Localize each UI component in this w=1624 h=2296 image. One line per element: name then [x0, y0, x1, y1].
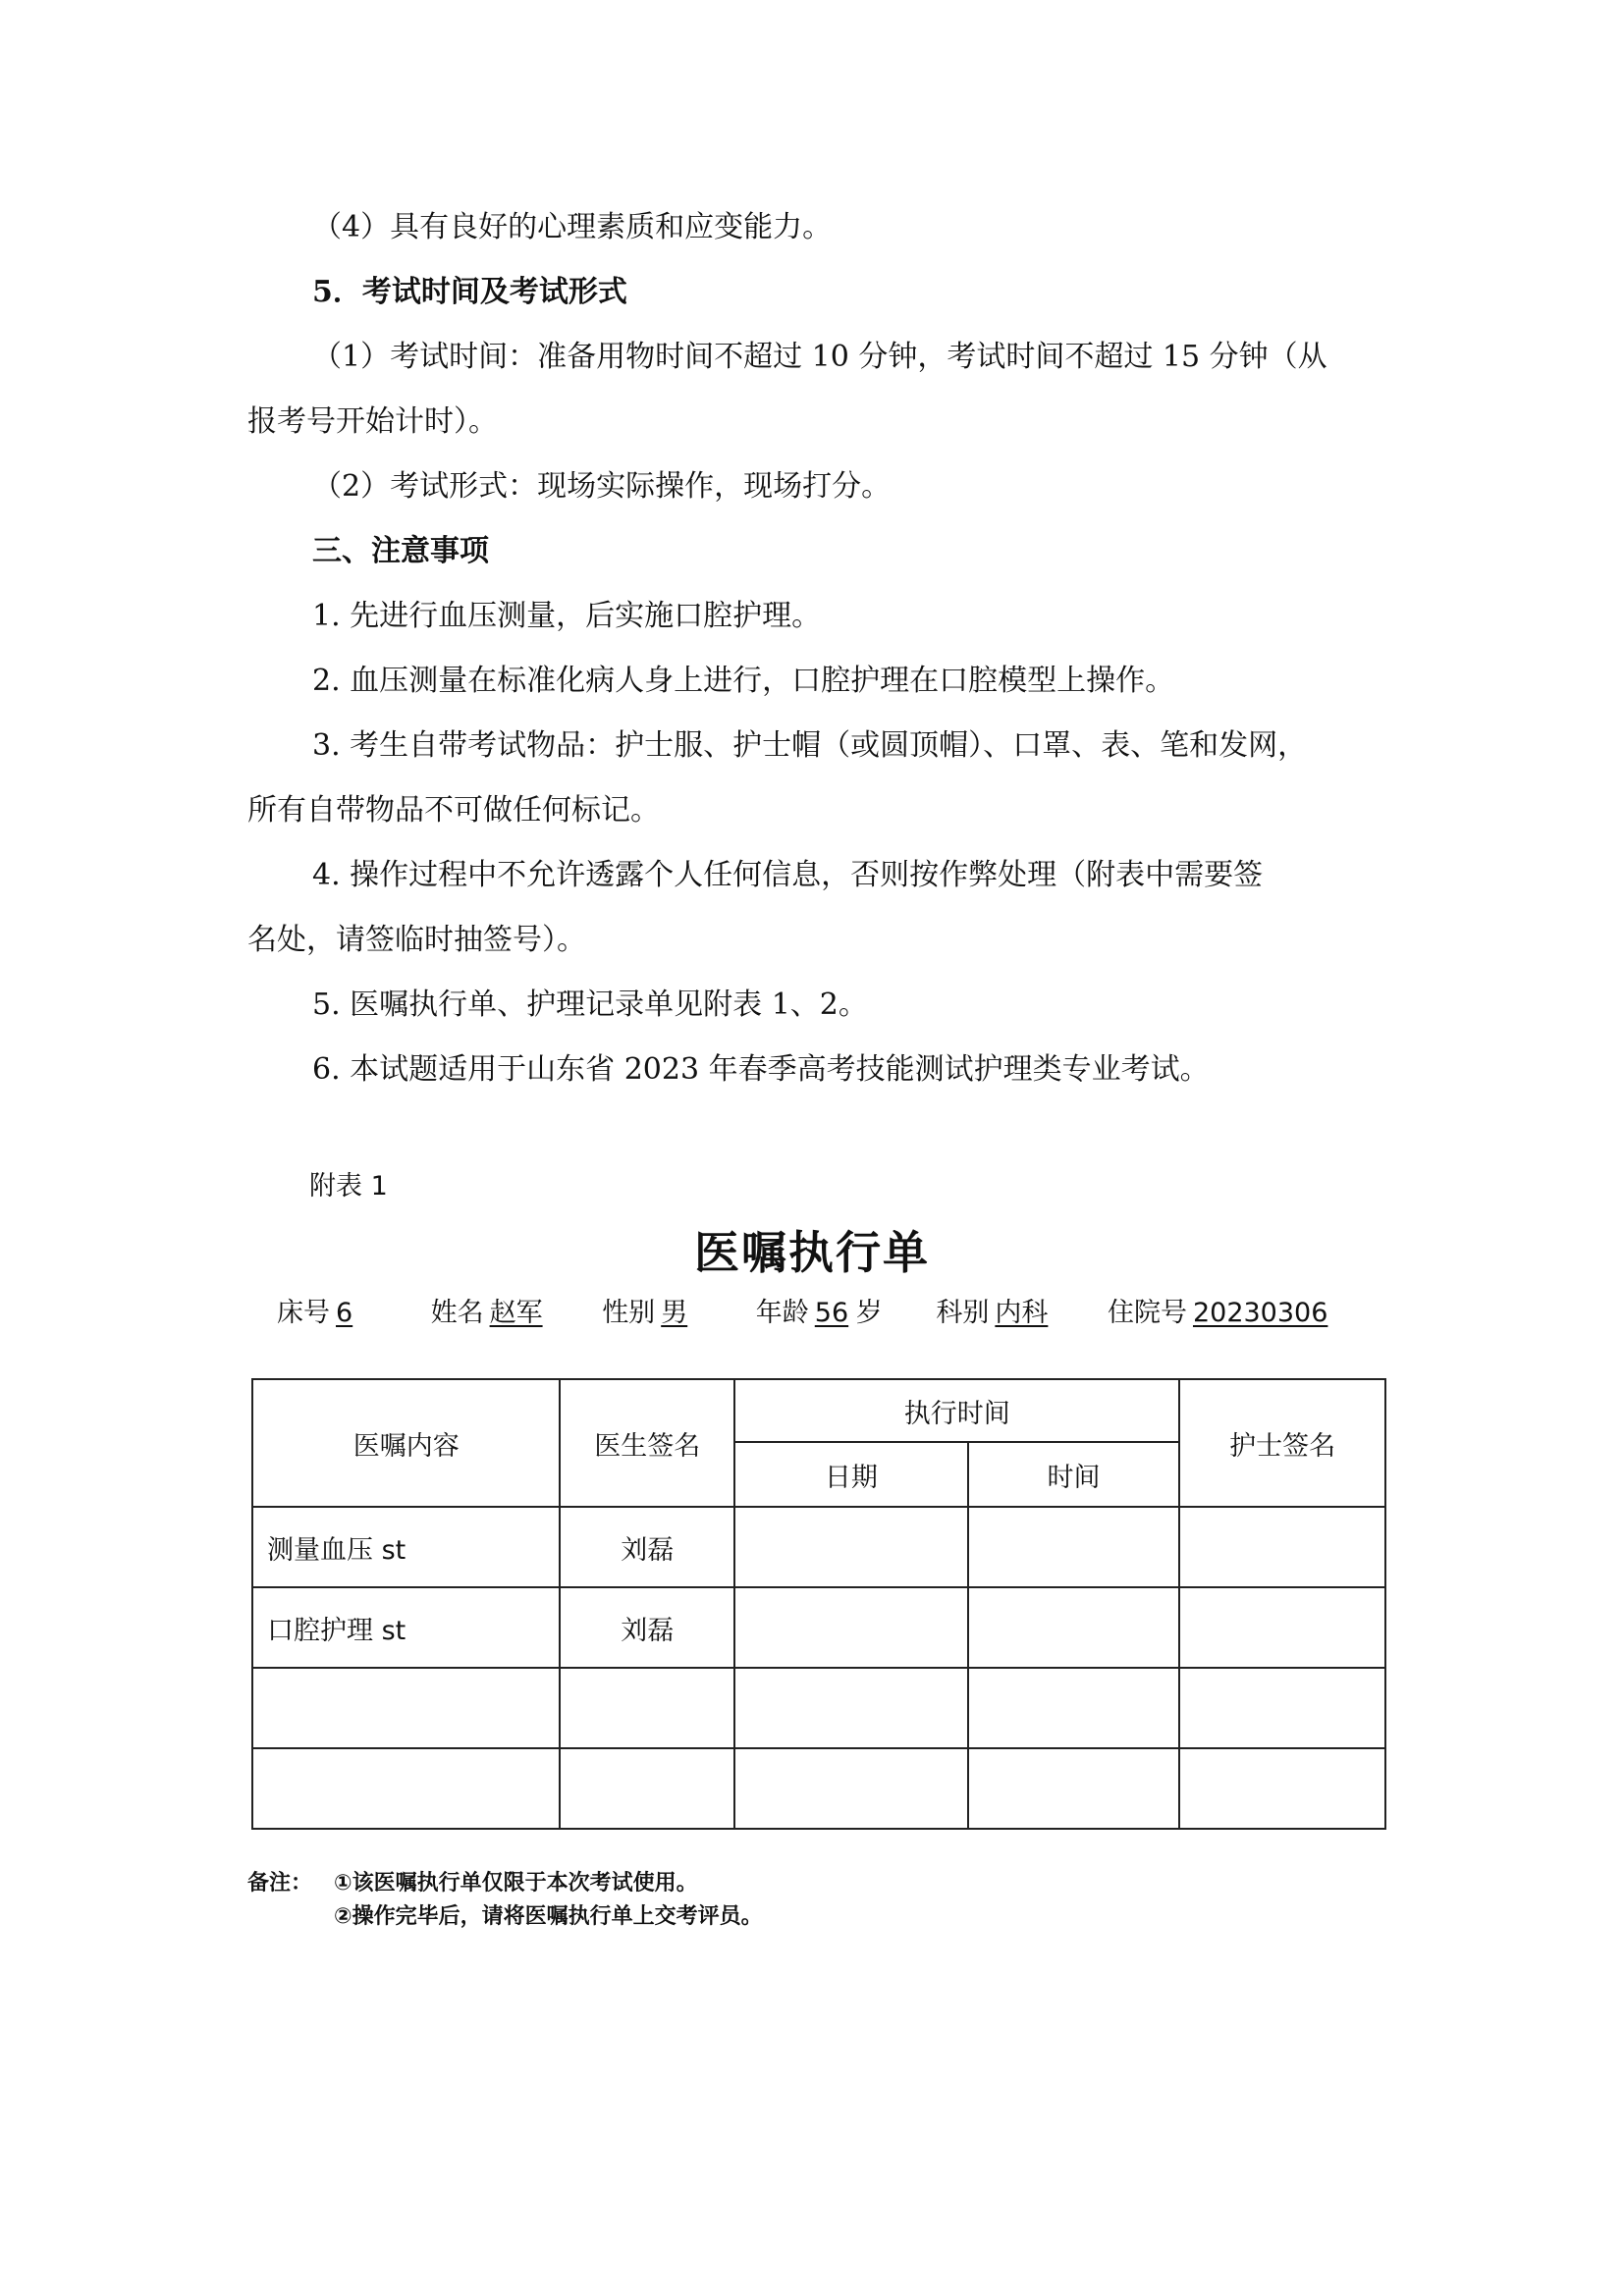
admission-value: 20230306 — [1192, 1298, 1328, 1328]
form-title: 医嘱执行单 — [694, 1226, 930, 1279]
orders-table — [251, 1378, 1386, 1830]
paragraph-exam-time-2: 报考号开始计时）。 — [247, 404, 498, 439]
cell-date[interactable] — [734, 1668, 968, 1748]
cell-order-content: 测量血压 st — [252, 1507, 560, 1587]
cell-nurse[interactable] — [1179, 1507, 1385, 1587]
remarks — [247, 1867, 763, 1934]
header-nurse-signature: 护士签名 — [1179, 1379, 1385, 1507]
remark-2: ②操作完毕后，请将医嘱执行单上交考评员。 — [334, 1904, 763, 1929]
paragraph-exam-form: （2）考试形式：现场实际操作，现场打分。 — [312, 469, 892, 504]
note-item-5: 5. 医嘱执行单、护理记录单见附表 1、2。 — [312, 988, 868, 1022]
table-row — [252, 1668, 1385, 1748]
note-item-4-line-1: 4. 操作过程中不允许透露个人任何信息，否则按作弊处理（附表中需要签 — [312, 858, 1264, 892]
patient-info-row — [277, 1294, 1396, 1333]
remark-line-1 — [247, 1867, 763, 1900]
cell-date[interactable] — [734, 1748, 968, 1829]
cell-time[interactable] — [968, 1587, 1180, 1668]
cell-doctor[interactable] — [560, 1668, 734, 1748]
name-field — [431, 1294, 549, 1333]
name-value: 赵军 — [489, 1298, 543, 1328]
remarks-label: 备注： — [247, 1871, 313, 1896]
note-item-2: 2. 血压测量在标准化病人身上进行，口腔护理在口腔模型上操作。 — [312, 664, 1175, 698]
paragraph-psych: （4）具有良好的心理素质和应变能力。 — [312, 210, 833, 244]
age-label: 年龄 — [755, 1298, 809, 1328]
dept-value: 内科 — [995, 1298, 1049, 1328]
admission-field — [1108, 1294, 1333, 1333]
annex-label: 附表 1 — [309, 1171, 388, 1201]
sex-field — [602, 1294, 702, 1333]
cell-nurse[interactable] — [1179, 1748, 1385, 1829]
section-heading-exam-time: 5．考试时间及考试形式 — [312, 275, 627, 309]
header-doctor-signature: 医生签名 — [560, 1379, 734, 1507]
section-heading-notes: 三、注意事项 — [312, 534, 489, 568]
cell-order-content[interactable] — [252, 1668, 560, 1748]
remark-1: ①该医嘱执行单仅限于本次考试使用。 — [334, 1871, 698, 1896]
bed-field — [277, 1294, 377, 1333]
cell-date[interactable] — [734, 1587, 968, 1668]
note-item-3-line-2: 所有自带物品不可做任何标记。 — [247, 793, 660, 828]
header-time: 时间 — [968, 1442, 1180, 1507]
header-date: 日期 — [734, 1442, 968, 1507]
table-row — [252, 1507, 1385, 1587]
table-row — [252, 1587, 1385, 1668]
header-exec-time: 执行时间 — [734, 1379, 1179, 1442]
dept-label: 科别 — [936, 1298, 990, 1328]
cell-time[interactable] — [968, 1507, 1180, 1587]
note-item-1: 1. 先进行血压测量，后实施口腔护理。 — [312, 599, 822, 633]
cell-doctor: 刘磊 — [560, 1507, 734, 1587]
note-item-6: 6. 本试题适用于山东省 2023 年春季高考技能测试护理类专业考试。 — [312, 1052, 1210, 1087]
cell-nurse[interactable] — [1179, 1668, 1385, 1748]
paragraph-exam-time-1: （1）考试时间：准备用物时间不超过 10 分钟，考试时间不超过 15 分钟（从 — [312, 340, 1327, 374]
age-unit: 岁 — [855, 1298, 883, 1328]
bed-label: 床号 — [277, 1298, 330, 1328]
note-item-3-line-1: 3. 考生自带考试物品：护士服、护士帽（或圆顶帽）、口罩、表、笔和发网， — [312, 728, 1308, 763]
dept-field — [936, 1294, 1054, 1333]
cell-order-content: 口腔护理 st — [252, 1587, 560, 1668]
header-order-content: 医嘱内容 — [252, 1379, 560, 1507]
bed-value: 6 — [336, 1298, 353, 1328]
cell-doctor: 刘磊 — [560, 1587, 734, 1668]
name-label: 姓名 — [430, 1298, 484, 1328]
cell-order-content[interactable] — [252, 1748, 560, 1829]
cell-doctor[interactable] — [560, 1748, 734, 1829]
note-item-4-line-2: 名处，请签临时抽签号）。 — [247, 923, 586, 957]
age-value: 56 — [814, 1298, 849, 1328]
cell-time[interactable] — [968, 1748, 1180, 1829]
age-field — [756, 1294, 883, 1333]
cell-nurse[interactable] — [1179, 1587, 1385, 1668]
sex-value: 男 — [661, 1298, 688, 1328]
cell-date[interactable] — [734, 1507, 968, 1587]
cell-time[interactable] — [968, 1668, 1180, 1748]
sex-label: 性别 — [602, 1298, 656, 1328]
admission-label: 住院号 — [1107, 1298, 1187, 1328]
table-row — [252, 1748, 1385, 1829]
